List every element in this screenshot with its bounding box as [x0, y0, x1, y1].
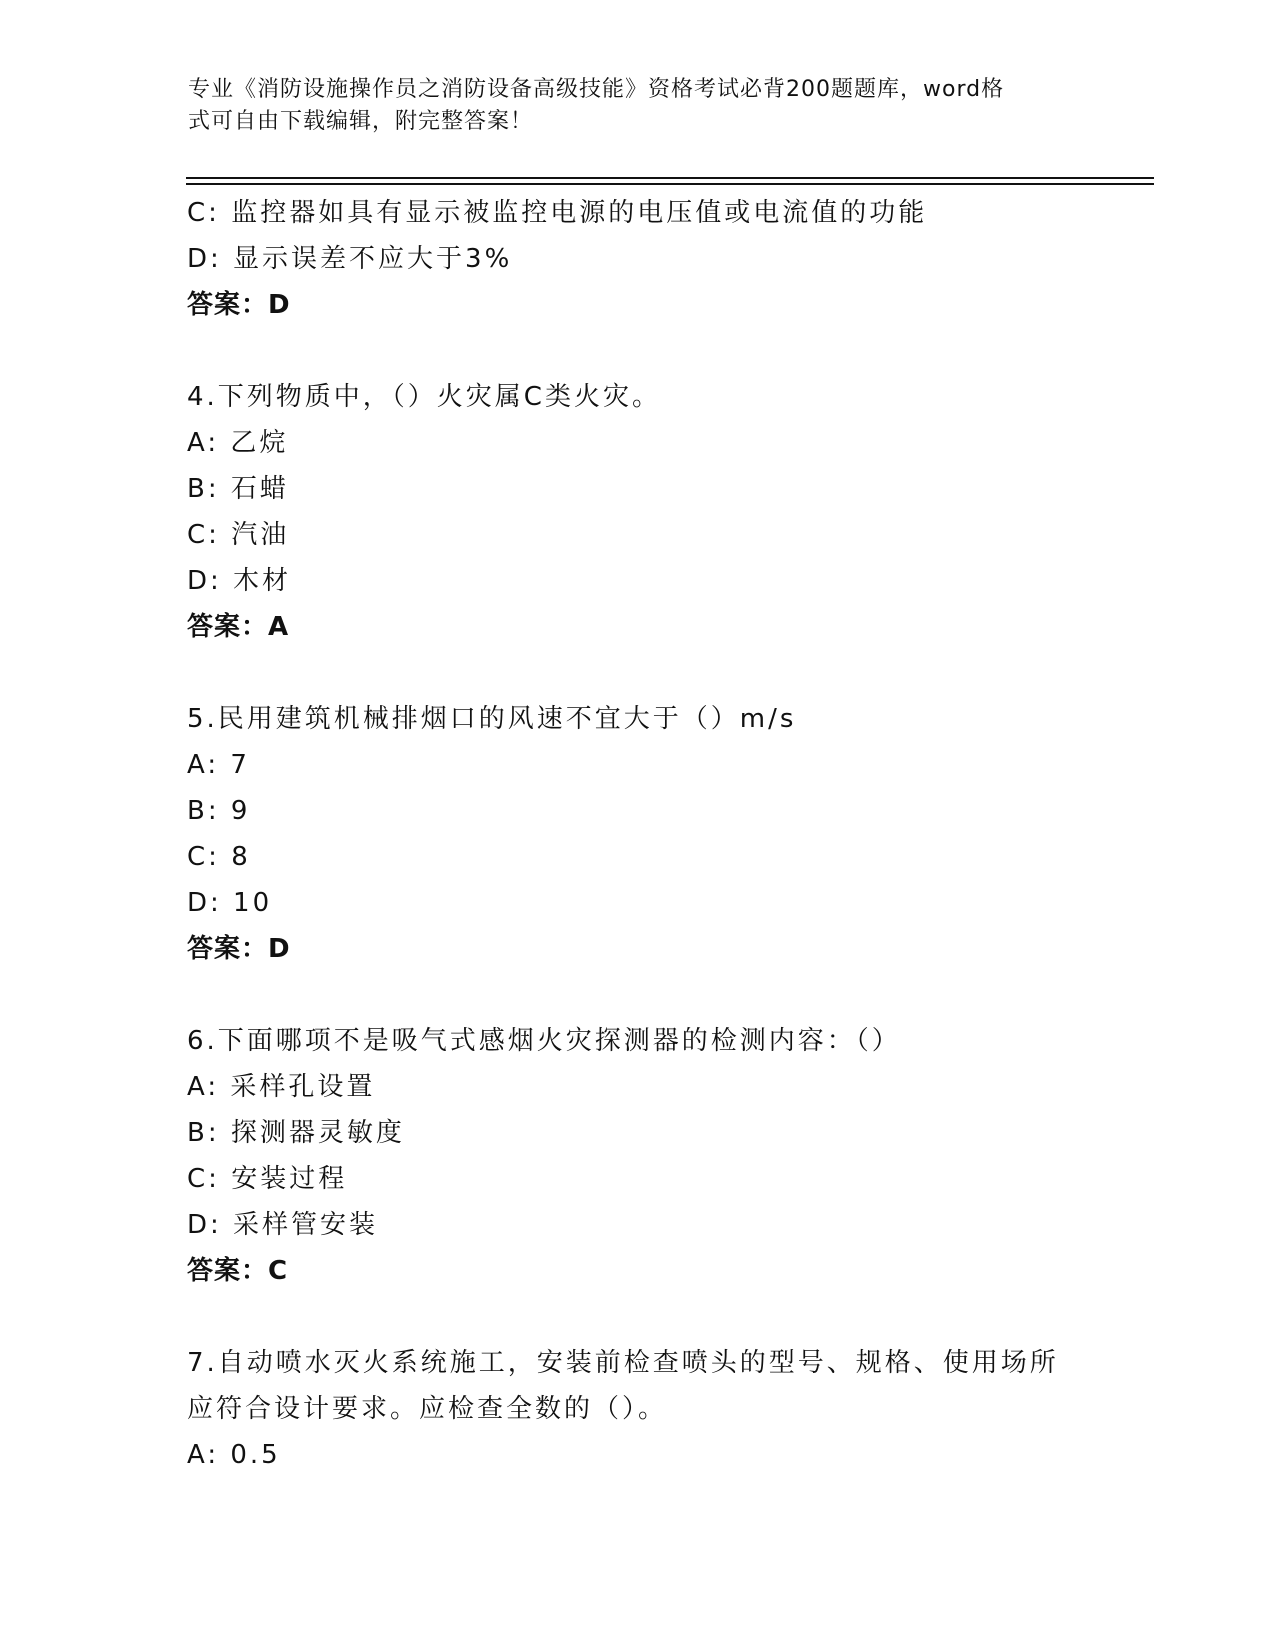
document-header — [188, 74, 1068, 138]
option-label: C: — [187, 198, 220, 228]
header-divider-bottom — [186, 183, 1154, 185]
option-label: A: — [187, 1072, 220, 1102]
answer-line: 答案：D — [187, 934, 291, 964]
spacer — [187, 972, 1087, 1018]
option-label: A: — [187, 1440, 220, 1470]
spacer — [187, 1294, 1087, 1340]
option-b — [187, 1110, 1087, 1156]
question-3-continued — [187, 190, 1087, 328]
option-label: B: — [187, 796, 220, 826]
question-4 — [187, 374, 1087, 650]
question-stem: 6.下面哪项不是吸气式感烟火灾探测器的检测内容：（） — [187, 1026, 901, 1056]
option-text: 石蜡 — [230, 474, 289, 504]
header-title-line-1: 专业《消防设施操作员之消防设备高级技能》资格考试必背200题题库，word格 — [188, 77, 1005, 102]
option-c — [187, 512, 1087, 558]
option-text: 汽油 — [231, 520, 290, 550]
option-text: 9 — [230, 796, 251, 826]
option-label: C: — [187, 842, 220, 872]
option-text: 监控器如具有显示被监控电源的电压值或电流值的功能 — [231, 198, 928, 228]
option-b — [187, 466, 1087, 512]
question-7 — [187, 1340, 1087, 1478]
option-label: B: — [187, 1118, 220, 1148]
option-text: 探测器灵敏度 — [230, 1118, 405, 1148]
question-list — [187, 190, 1087, 1478]
option-label: C: — [187, 520, 220, 550]
answer-line: 答案：A — [187, 612, 290, 642]
option-label: D: — [187, 566, 222, 596]
option-text: 采样孔设置 — [230, 1072, 376, 1102]
option-a — [187, 420, 1087, 466]
option-text: 木材 — [233, 566, 292, 596]
option-text: 采样管安装 — [233, 1210, 379, 1240]
header-title-line-2: 式可自由下载编辑，附完整答案！ — [188, 109, 534, 134]
answer-line: 答案：D — [187, 290, 291, 320]
option-label: C: — [187, 1164, 220, 1194]
option-d — [187, 880, 1087, 926]
option-text: 8 — [231, 842, 251, 872]
question-stem: 5.民用建筑机械排烟口的风速不宜大于（）m/s — [187, 704, 797, 734]
spacer — [187, 650, 1087, 696]
option-text: 0.5 — [230, 1440, 281, 1470]
option-b — [187, 788, 1087, 834]
answer-line: 答案：C — [187, 1256, 289, 1286]
option-label: D: — [187, 1210, 222, 1240]
option-d — [187, 236, 1087, 282]
option-c — [187, 834, 1087, 880]
option-a — [187, 1064, 1087, 1110]
option-text: 7 — [230, 750, 250, 780]
option-text: 乙烷 — [230, 428, 289, 458]
option-text: 10 — [233, 888, 273, 918]
option-text: 显示误差不应大于3% — [233, 244, 513, 274]
option-c — [187, 190, 1087, 236]
question-stem: 4.下列物质中，（）火灾属C类火灾。 — [187, 382, 661, 412]
option-label: D: — [187, 888, 222, 918]
spacer — [187, 328, 1087, 374]
option-text: 安装过程 — [231, 1164, 348, 1194]
question-5 — [187, 696, 1087, 972]
option-a — [187, 1432, 1087, 1478]
option-c — [187, 1156, 1087, 1202]
option-d — [187, 558, 1087, 604]
question-stem-line-2: 应符合设计要求。应检查全数的（）。 — [187, 1394, 668, 1424]
option-label: A: — [187, 750, 220, 780]
question-6 — [187, 1018, 1087, 1294]
option-label: B: — [187, 474, 220, 504]
header-divider-top — [186, 177, 1154, 179]
option-label: D: — [187, 244, 222, 274]
option-d — [187, 1202, 1087, 1248]
option-a — [187, 742, 1087, 788]
option-label: A: — [187, 428, 220, 458]
question-stem-line-1: 7.自动喷水灭火系统施工，安装前检查喷头的型号、规格、使用场所 — [187, 1348, 1059, 1378]
